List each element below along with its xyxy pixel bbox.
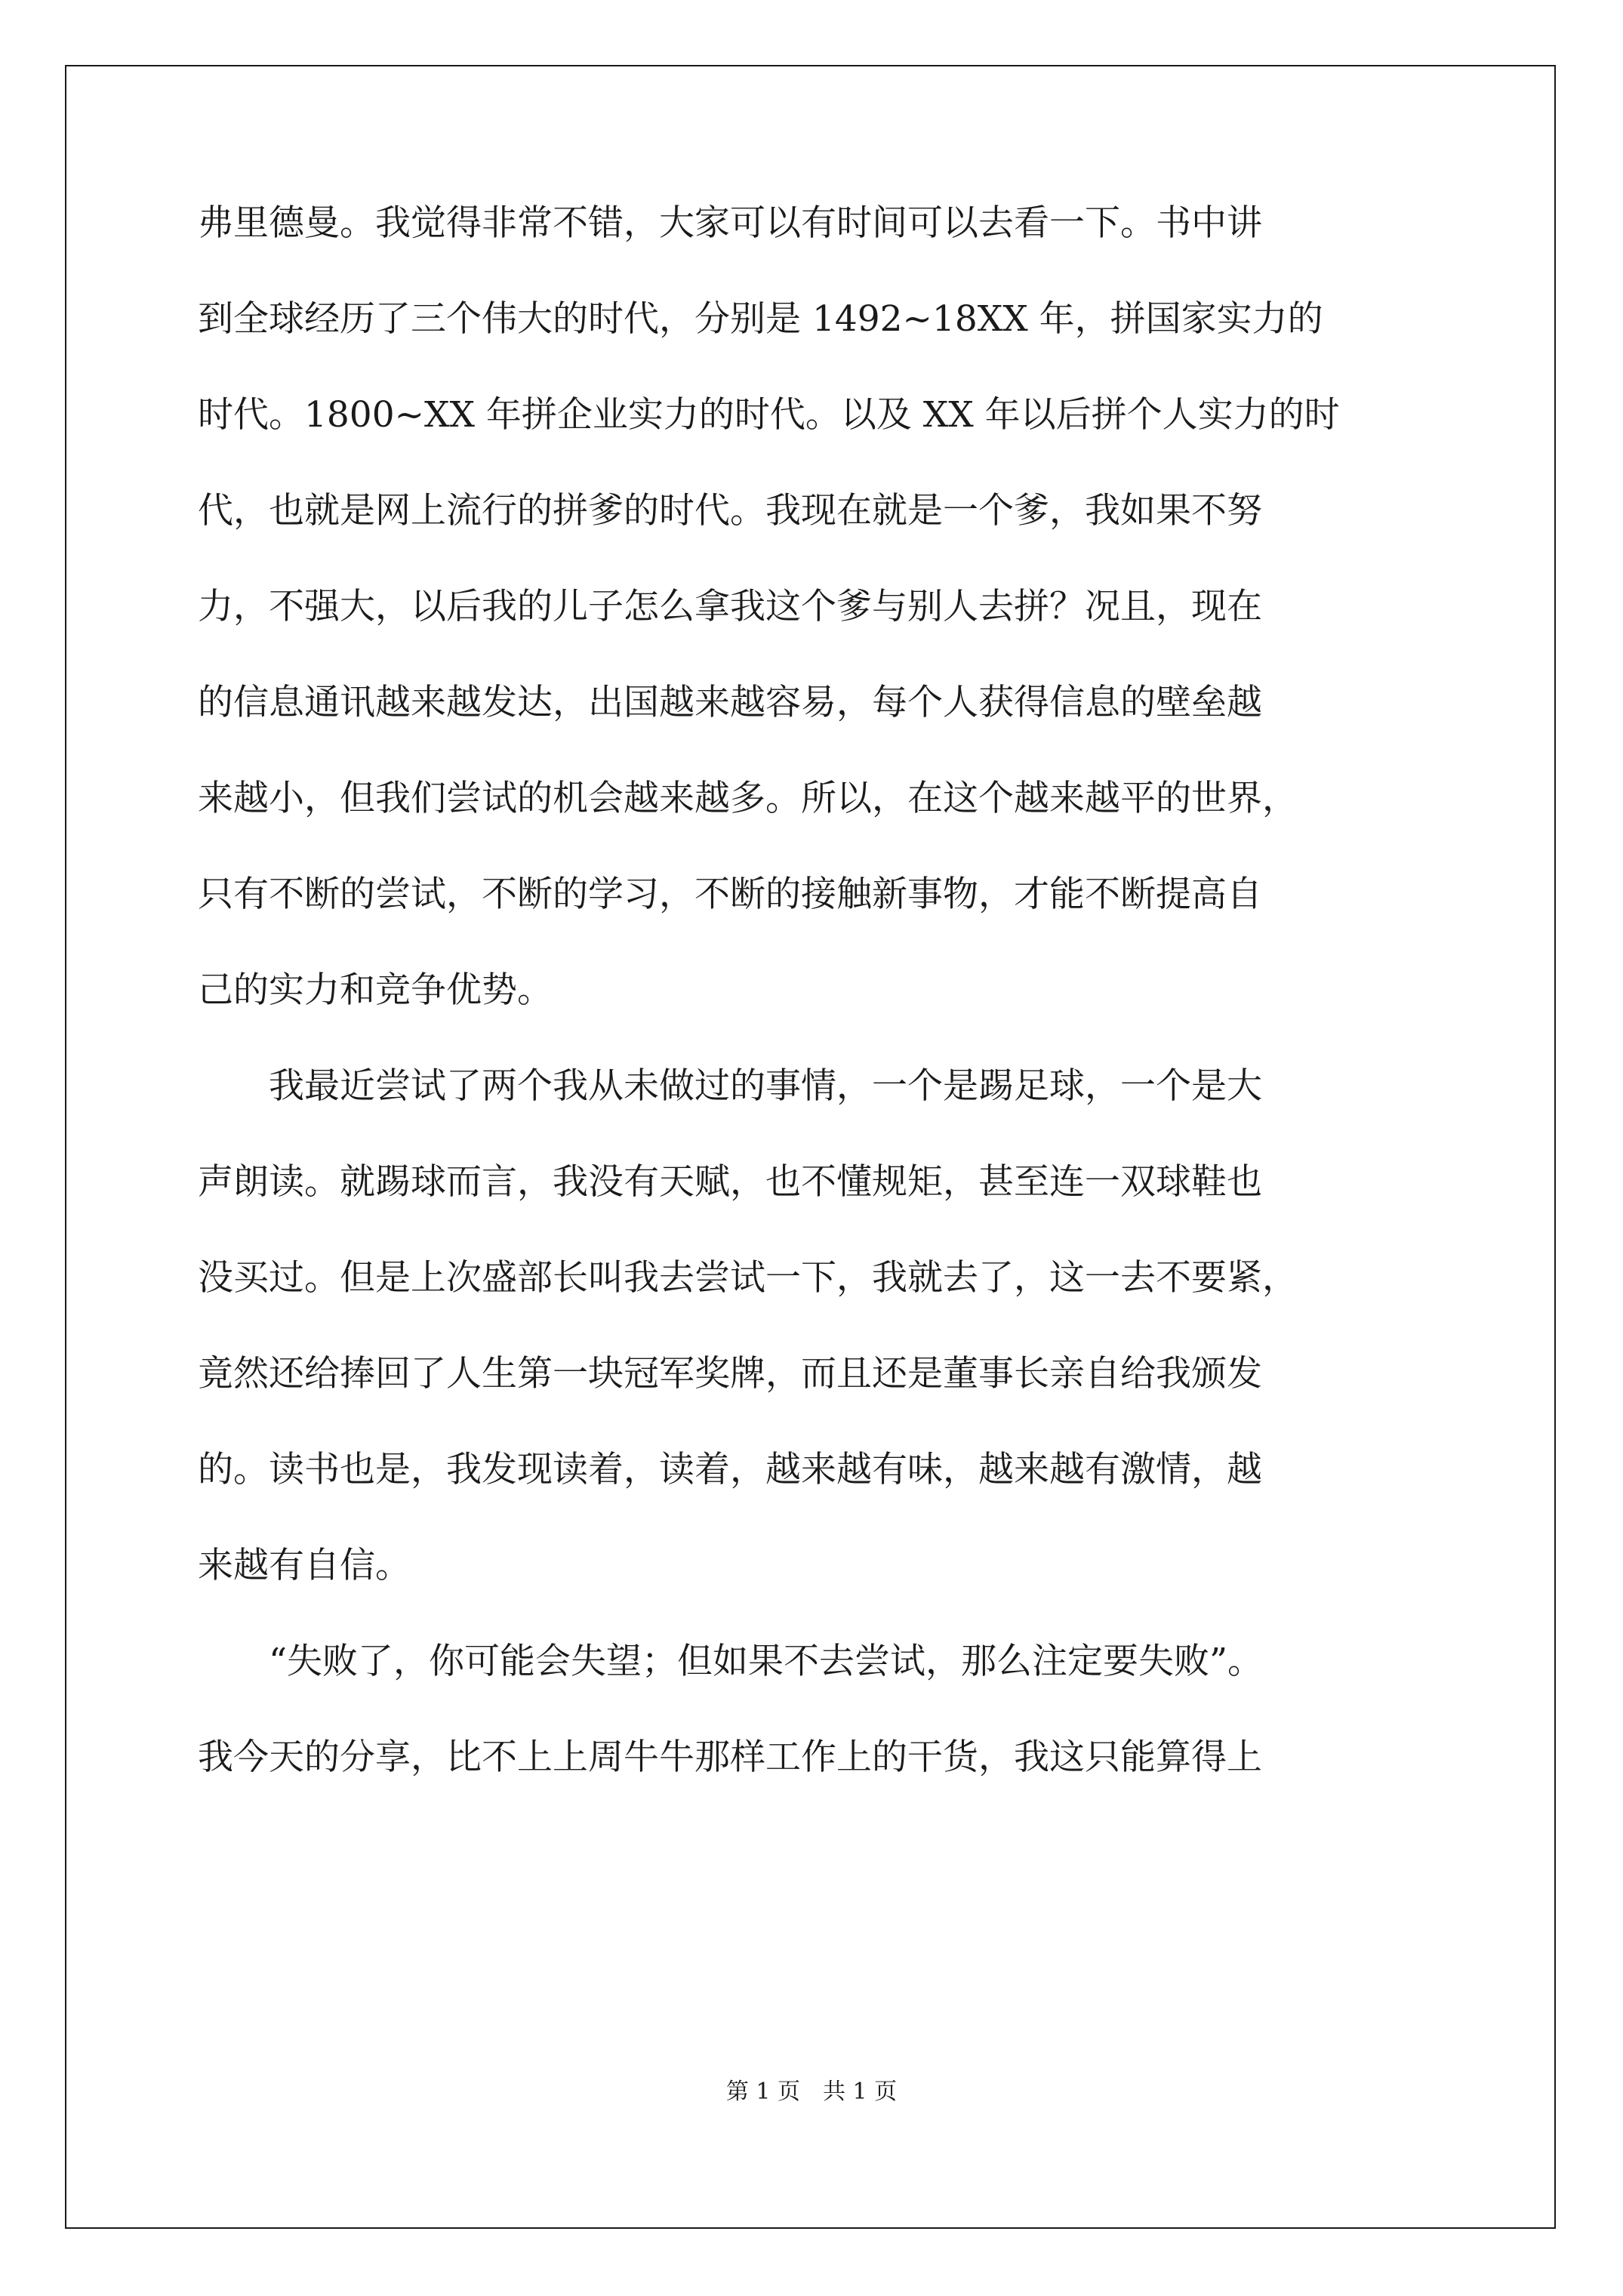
- text-line: 来越有自信。: [198, 1545, 411, 1586]
- text-line: 来越小，但我们尝试的机会越来越多。所以，在这个越来越平的世界，: [198, 778, 1298, 819]
- page-footer: 第 1 页 共 1 页: [725, 2079, 898, 2105]
- text-line: 没买过。但是上次盛部长叫我去尝试一下，我就去了，这一去不要紧，: [198, 1257, 1298, 1299]
- text-line: 己的实力和竞争优势。: [198, 969, 553, 1011]
- text-line: 弗里德曼。我觉得非常不错，大家可以有时间可以去看一下。书中讲: [198, 202, 1262, 244]
- text-line: 声朗读。就踢球而言，我没有天赋，也不懂规矩，甚至连一双球鞋也: [198, 1161, 1262, 1203]
- paragraph-start-line: 我最近尝试了两个我从未做过的事情，一个是踢足球，一个是大: [269, 1065, 1262, 1107]
- text-line: 时代。1800~XX 年拼企业实力的时代。以及 XX 年以后拼个人实力的时: [198, 394, 1340, 436]
- text-line: 竟然还给捧回了人生第一块冠军奖牌，而且还是董事长亲自给我颁发: [198, 1353, 1262, 1395]
- paragraph-start-line: “失败了，你可能会失望；但如果不去尝试，那么注定要失败”。: [269, 1641, 1264, 1682]
- text-line: 代，也就是网上流行的拼爹的时代。我现在就是一个爹，我如果不努: [198, 490, 1262, 532]
- text-line: 力，不强大，以后我的儿子怎么拿我这个爹与别人去拼？况且，现在: [198, 586, 1262, 627]
- body-text: [198, 175, 1451, 1805]
- text-line: 我今天的分享，比不上上周牛牛那样工作上的干货，我这只能算得上: [198, 1737, 1262, 1778]
- text-line: 的。读书也是，我发现读着，读着，越来越有味，越来越有激情，越: [198, 1449, 1262, 1490]
- text-line: 的信息通讯越来越发达，出国越来越容易，每个人获得信息的壁垒越: [198, 682, 1262, 723]
- text-line: 只有不断的尝试，不断的学习，不断的接触新事物，才能不断提高自: [198, 874, 1262, 915]
- text-line: 到全球经历了三个伟大的时代，分别是 1492~18XX 年，拼国家实力的: [198, 298, 1323, 340]
